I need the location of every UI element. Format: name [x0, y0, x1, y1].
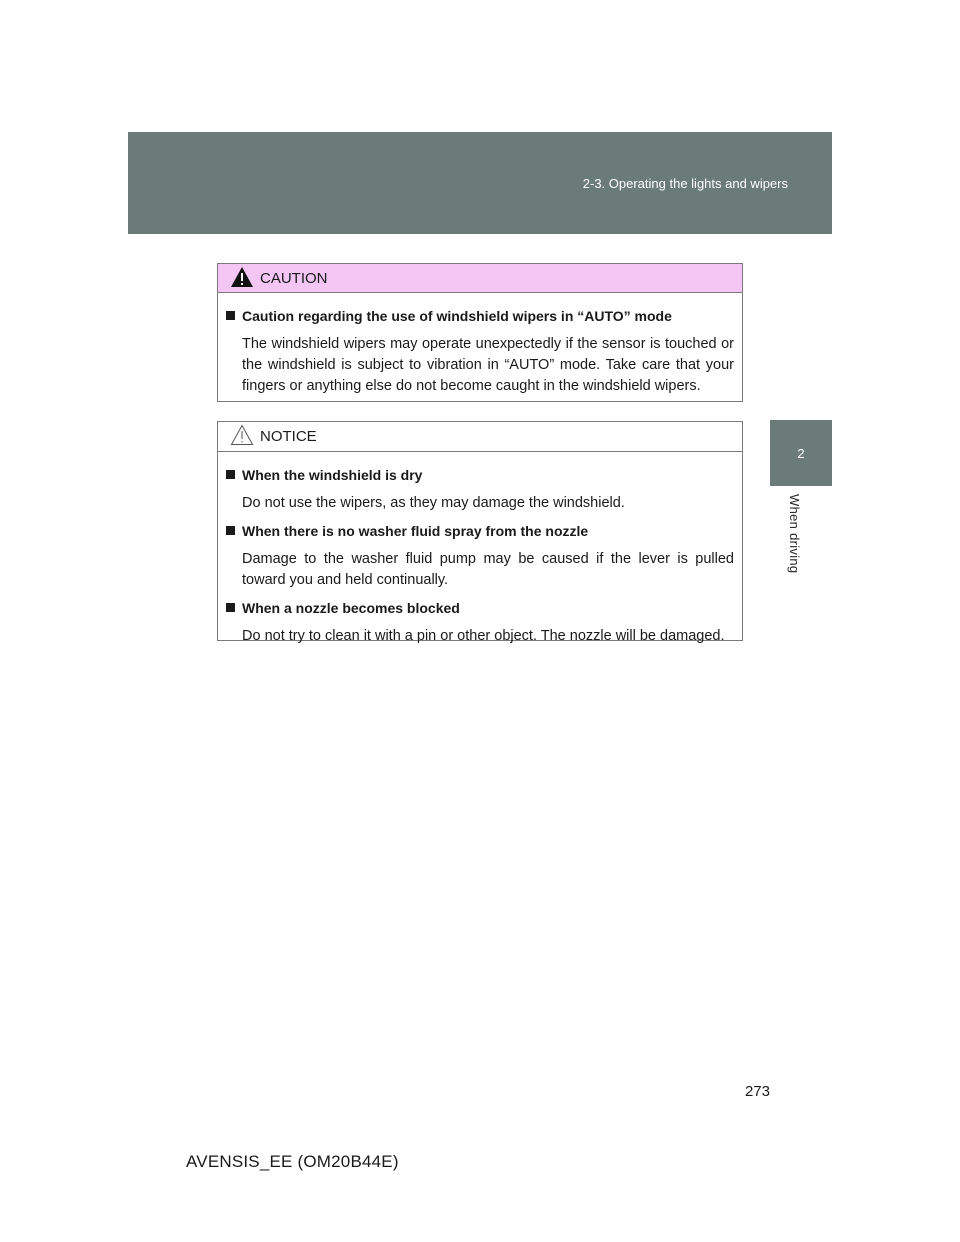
- bullet-square-icon: [226, 311, 235, 320]
- notice-title: NOTICE: [260, 428, 317, 445]
- side-tab-gap: [770, 234, 832, 420]
- caution-body: [218, 293, 742, 397]
- notice-item-heading: [226, 521, 734, 542]
- bullet-square-icon: [226, 470, 235, 479]
- header-band: [128, 132, 832, 234]
- chapter-label: When driving: [787, 494, 802, 574]
- notice-box: [217, 421, 743, 644]
- caution-heading-text: Caution regarding the use of windshield wipers in “AUTO” mode: [242, 308, 672, 324]
- caution-box: [217, 263, 743, 402]
- warning-triangle-filled-icon: [230, 266, 254, 288]
- notice-item-text: Do not try to clean it with a pin or other object. The nozzle will be damaged.: [242, 628, 725, 644]
- notice-heading-text: When there is no washer fluid spray from the nozzle: [242, 523, 589, 539]
- bullet-square-icon: [226, 603, 235, 612]
- document-id: AVENSIS_EE (OM20B44E): [186, 1152, 399, 1171]
- section-title: 2-3. Operating the lights and wipers: [582, 176, 788, 191]
- notice-heading-text: When a nozzle becomes blocked: [242, 600, 460, 616]
- caution-header: [218, 264, 742, 293]
- notice-heading-text: When the windshield is dry: [242, 467, 423, 483]
- caution-title: CAUTION: [260, 270, 328, 287]
- caution-item-heading: [226, 306, 734, 327]
- notice-header: [218, 422, 742, 452]
- page-number: 273: [744, 1083, 770, 1100]
- chapter-tab: [770, 420, 832, 486]
- notice-item-heading: [226, 465, 734, 486]
- notice-item-text: Do not use the wipers, as they may damage the windshield.: [242, 495, 625, 511]
- warning-triangle-outline-icon: [230, 424, 254, 446]
- caution-item-text: The windshield wipers may operate unexpectedly if the sensor is touched or the windshield is subject to vibration in “AUTO” mode. Take care that your fingers or anything else do not become caught in the windshield wipers.: [242, 336, 734, 394]
- notice-item-heading: [226, 598, 734, 619]
- bullet-square-icon: [226, 526, 235, 535]
- notice-body: [218, 452, 742, 647]
- notice-item-text: Damage to the washer fluid pump may be caused if the lever is pulled toward you and held continually.: [242, 551, 734, 588]
- chapter-number: 2: [797, 446, 805, 461]
